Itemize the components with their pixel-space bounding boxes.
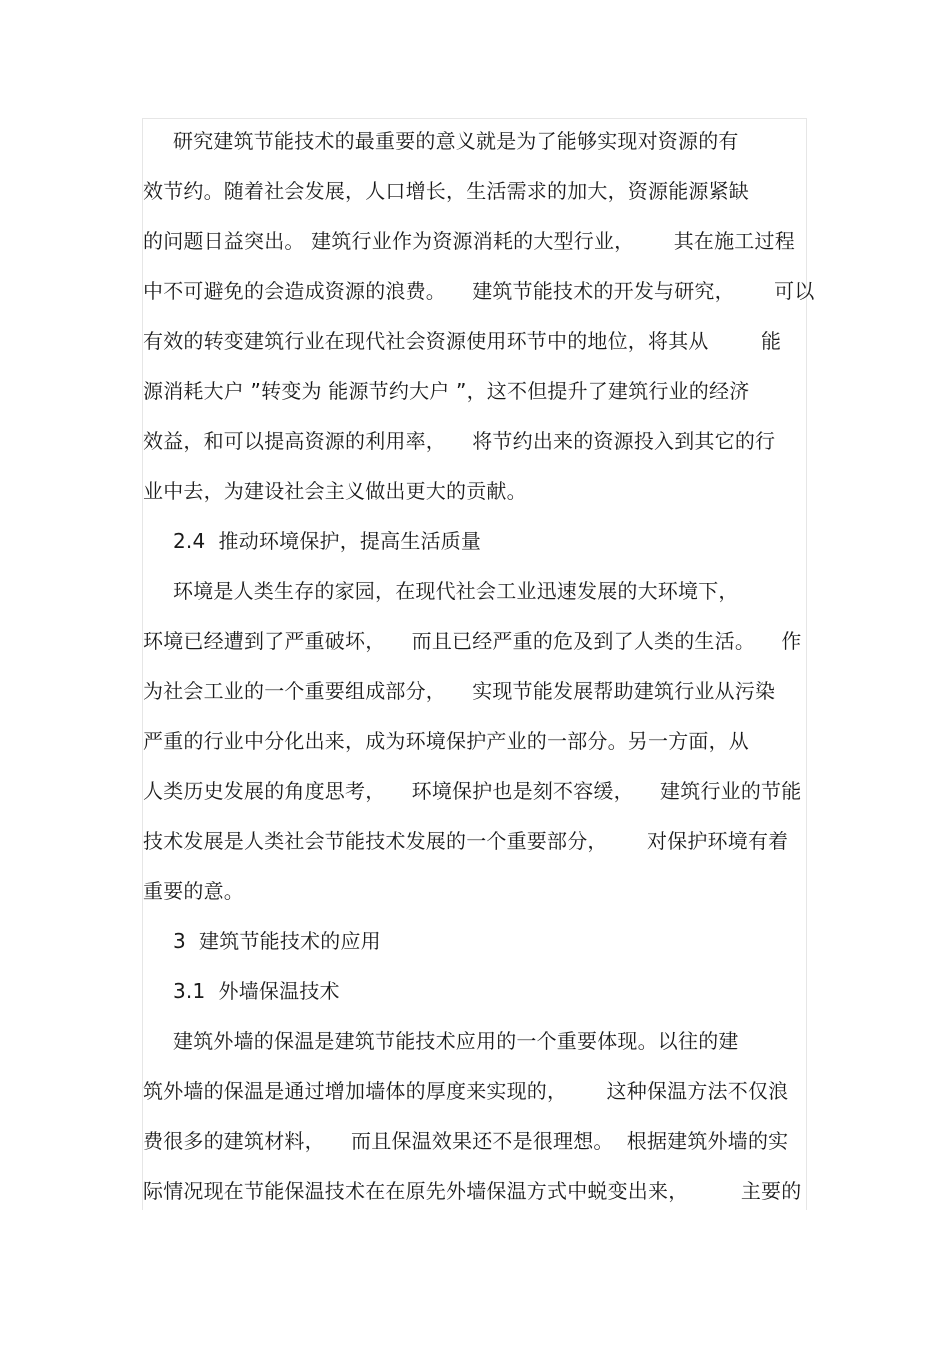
paragraph-line: 业中去，为建设社会主义做出更大的贡献。: [143, 479, 527, 503]
paragraph-line: 环境是人类生存的家园，在现代社会工业迅速发展的大环境下，: [173, 579, 739, 603]
paragraph-line: 建筑外墙的保温是建筑节能技术应用的一个重要体现。以往的建: [173, 1029, 739, 1053]
section-heading-3-1: 3.1 外墙保温技术: [173, 979, 340, 1003]
paragraph-line: 重要的意。: [143, 879, 244, 903]
section-heading-3: 3 建筑节能技术的应用: [173, 929, 381, 953]
paragraph-line: 的问题日益突出。 建筑行业作为资源消耗的大型行业， 其在施工过程: [143, 229, 795, 253]
paragraph-line: 技术发展是人类社会节能技术发展的一个重要部分， 对保护环境有着: [143, 829, 789, 853]
paragraph-line: 环境已经遭到了严重破坏， 而且已经严重的危及到了人类的生活。 作: [143, 629, 802, 653]
paragraph-line: 源消耗大户 ”转变为 能源节约大户 ”，这不但提升了建筑行业的经济: [143, 379, 750, 403]
paragraph-line: 效节约。随着社会发展，人口增长，生活需求的加大，资源能源紧缺: [143, 179, 749, 203]
paragraph-line: 为社会工业的一个重要组成部分， 实现节能发展帮助建筑行业从污染: [143, 679, 776, 703]
paragraph-line: 有效的转变建筑行业在现代社会资源使用环节中的地位，将其从 能: [143, 329, 782, 353]
paragraph-line: 严重的行业中分化出来，成为环境保护产业的一部分。另一方面，从: [143, 729, 749, 753]
section-heading-2-4: 2.4 推动环境保护，提高生活质量: [173, 529, 482, 553]
paragraph-line: 费很多的建筑材料， 而且保温效果还不是很理想。 根据建筑外墙的实: [143, 1129, 789, 1153]
paragraph-line: 研究建筑节能技术的最重要的意义就是为了能够实现对资源的有: [173, 129, 739, 153]
paragraph-line: 筑外墙的保温是通过增加墙体的厚度来实现的， 这种保温方法不仅浪: [143, 1079, 789, 1103]
paragraph-line: 中不可避免的会造成资源的浪费。 建筑节能技术的开发与研究， 可以: [143, 279, 815, 303]
paragraph-line: 际情况现在节能保温技术在在原先外墙保温方式中蜕变出来， 主要的: [143, 1179, 802, 1203]
paragraph-line: 效益，和可以提高资源的利用率， 将节约出来的资源投入到其它的行: [143, 429, 776, 453]
paragraph-line: 人类历史发展的角度思考， 环境保护也是刻不容缓， 建筑行业的节能: [143, 779, 802, 803]
